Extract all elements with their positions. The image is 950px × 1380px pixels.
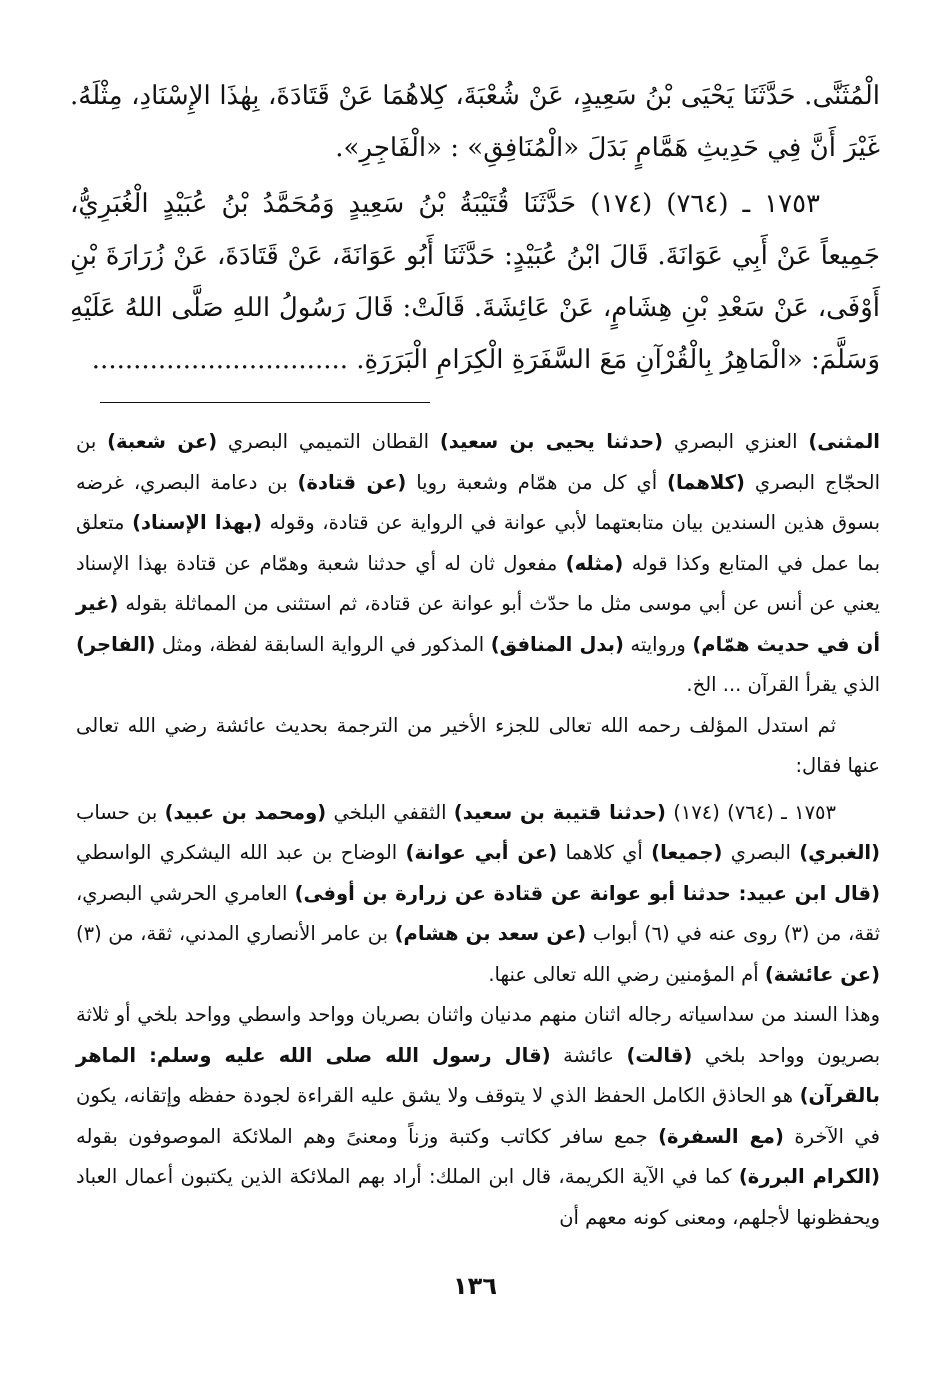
bold-term: (بهذا الإسناد) — [132, 511, 262, 534]
bold-term: (مثله) — [565, 551, 624, 575]
commentary-text: المذكور في الرواية السابقة لفظة، ومثل — [155, 632, 491, 656]
commentary-text: الثقفي البلخي — [326, 800, 454, 824]
commentary-text: العنزي البصري — [663, 430, 809, 453]
commentary-text: مفعول ثان له أي حدثنا شعبة وهمّام عن قتادة بهذا الإسناد يعني عن أنس عن أبي موسى مثل ما حدّث أبو عوانة عن قتادة، ثم استثنى من المماثلة بقوله — [76, 551, 880, 615]
commentary-text: الذي يقرأ القرآن ... الخ. — [686, 673, 880, 696]
commentary-text: وهذا السند من سداسياته رجاله اثنان منهم مدنيان واثنان بصريان وواحد واسطي وواحد بلخي أو ثلاثة بصريون وواحد بلخي — [76, 1003, 880, 1067]
commentary-paragraph-2: ثم استدل المؤلف رحمه الله تعالى للجزء الأخير من الترجمة بحديث عائشة رضي الله تعالى عنها فقال: — [76, 713, 880, 777]
commentary-text: عائشة — [550, 1043, 627, 1067]
bold-term: (عن قتادة) — [297, 470, 407, 494]
commentary-paragraph-3 — [76, 793, 880, 996]
bold-term: (حدثنا قتيبة بن سعيد) — [453, 800, 666, 824]
bold-term: (الغبري) — [799, 841, 881, 864]
commentary-paragraph-1 — [76, 422, 880, 706]
bold-term: (حدثنا يحيى بن سعيد) — [439, 430, 664, 453]
commentary-text: هو الحاذق الكامل الحفظ الذي لا يتوقف ولا يشق عليه القراءة لجودة حفظه وإتقانه، يكون في الآخرة — [76, 1084, 880, 1148]
commentary-text: العامري الحرشي البصري، ثقة، من (٣) روى عنه في (٦) أبواب — [76, 881, 881, 945]
commentary-text: بن عامر الأنصاري المدني، ثقة، من (٣) — [76, 922, 395, 945]
commentary-text: بن حساب — [76, 800, 165, 824]
bold-term: (ومحمد بن عبيد) — [164, 800, 327, 824]
commentary-paragraph-4 — [76, 995, 880, 1238]
bold-term: المثنى) — [808, 430, 880, 453]
commentary-text: أي كلاهما — [557, 841, 652, 864]
bold-term: (مع السفرة) — [658, 1124, 784, 1148]
bold-term: (قال ابن عبيد: حدثنا أبو عوانة عن قتادة عن زرارة بن أوفى) — [294, 881, 880, 905]
bold-term: (عن أبي عوانة) — [405, 841, 558, 864]
bold-term: (كلاهما) — [667, 470, 745, 494]
commentary-text: متعلق بما عمل في المتابع وكذا قوله — [76, 511, 880, 575]
commentary-text: البصري — [722, 841, 800, 864]
bold-term: (قال رسول الله صلى الله عليه وسلم: الماهر بالقرآن) — [76, 1043, 880, 1107]
footnote-divider — [100, 402, 430, 403]
bold-term: (جميعا) — [651, 841, 723, 864]
commentary-text: بن دعامة البصري، غرضه بسوق هذين السندين بيان متابعتهما لأبي عوانة في الرواية عن قتادة، وقوله — [76, 470, 881, 534]
bold-term: (غير أن في حديث همّام) — [76, 592, 880, 656]
page-number: ١٣٦ — [453, 1272, 497, 1300]
commentary-text: بن الحجّاج البصري — [76, 430, 881, 494]
bold-term: (عن سعد بن هشام) — [394, 922, 587, 945]
commentary-text: أم المؤمنين رضي الله تعالى عنها. — [488, 962, 765, 986]
commentary-text: أي كل من همّام وشعبة رويا — [406, 470, 668, 494]
commentary — [76, 422, 880, 1238]
bold-term: (قالت) — [626, 1043, 693, 1067]
hadith-number: ١٧٥٣ ـ (٧٦٤) (١٧٤) — [665, 800, 837, 824]
hadith-paragraph-2: ١٧٥٣ ـ (٧٦٤) (١٧٤) حَدَّثَنَا قُتَيْبَةُ بْنُ سَعِيدٍ وَمُحَمَّدُ بْنُ عُبَيْدٍ الْغُبَرِيُّ، جَمِيعاً عَنْ أَبِي عَوَانَةَ. قَالَ ابْنُ عُبَيْدٍ: حَدَّثَنَا أَبُو عَوَانَةَ، عَنْ قَتَادَةَ، عَنْ زُرَارَةَ بْنِ أَوْفَى، عَنْ سَعْدِ بْنِ هِشَامٍ، عَنْ عَائِشَةَ. قَالَتْ: قَالَ رَسُولُ اللهِ صَلَّى اللهُ عَلَيْهِ وَسَلَّمَ: «الْمَاهِرُ بِالْقُرْآنِ مَعَ السَّفَرَةِ الْكِرَامِ الْبَرَرَةِ. ............................... — [70, 189, 881, 375]
bold-term: (الفاجر) — [76, 632, 156, 656]
bold-term: (عن شعبة) — [107, 430, 218, 453]
bold-term: (الكرام البررة) — [738, 1165, 880, 1188]
commentary-text: وروايته — [623, 632, 693, 656]
hadith-paragraph-1: الْمُثَنَّى. حَدَّثَنَا يَحْيَى بْنُ سَعِيدٍ، عَنْ شُعْبَةَ، كِلاهُمَا عَنْ قَتَادَةَ، بِهٰذَا الإِسْنَادِ، مِثْلَهُ. غَيْرَ أَنَّ فِي حَدِيثِ هَمَّامٍ بَدَلَ «الْمُنَافِقِ» : «الْفَاجِرِ». — [70, 81, 880, 163]
hadith-text — [70, 70, 880, 386]
commentary-text: القطان التميمي البصري — [217, 430, 440, 453]
commentary-text: جمع سافر ككاتب وكتبة وزناً ومعنىً وهم الملائكة الموصوفون بقوله — [76, 1124, 659, 1148]
bold-term: (بدل المنافق) — [490, 632, 624, 656]
commentary-text: كما في الآية الكريمة، قال ابن الملك: أراد بهم الملائكة الذين يكتبون أعمال العباد ويحفظونها لأجلهم، ومعنى كونه معهم أن — [76, 1165, 880, 1229]
commentary-text: الوضاح بن عبد الله اليشكري الواسطي — [76, 841, 406, 864]
bold-term: (عن عائشة) — [764, 962, 880, 986]
